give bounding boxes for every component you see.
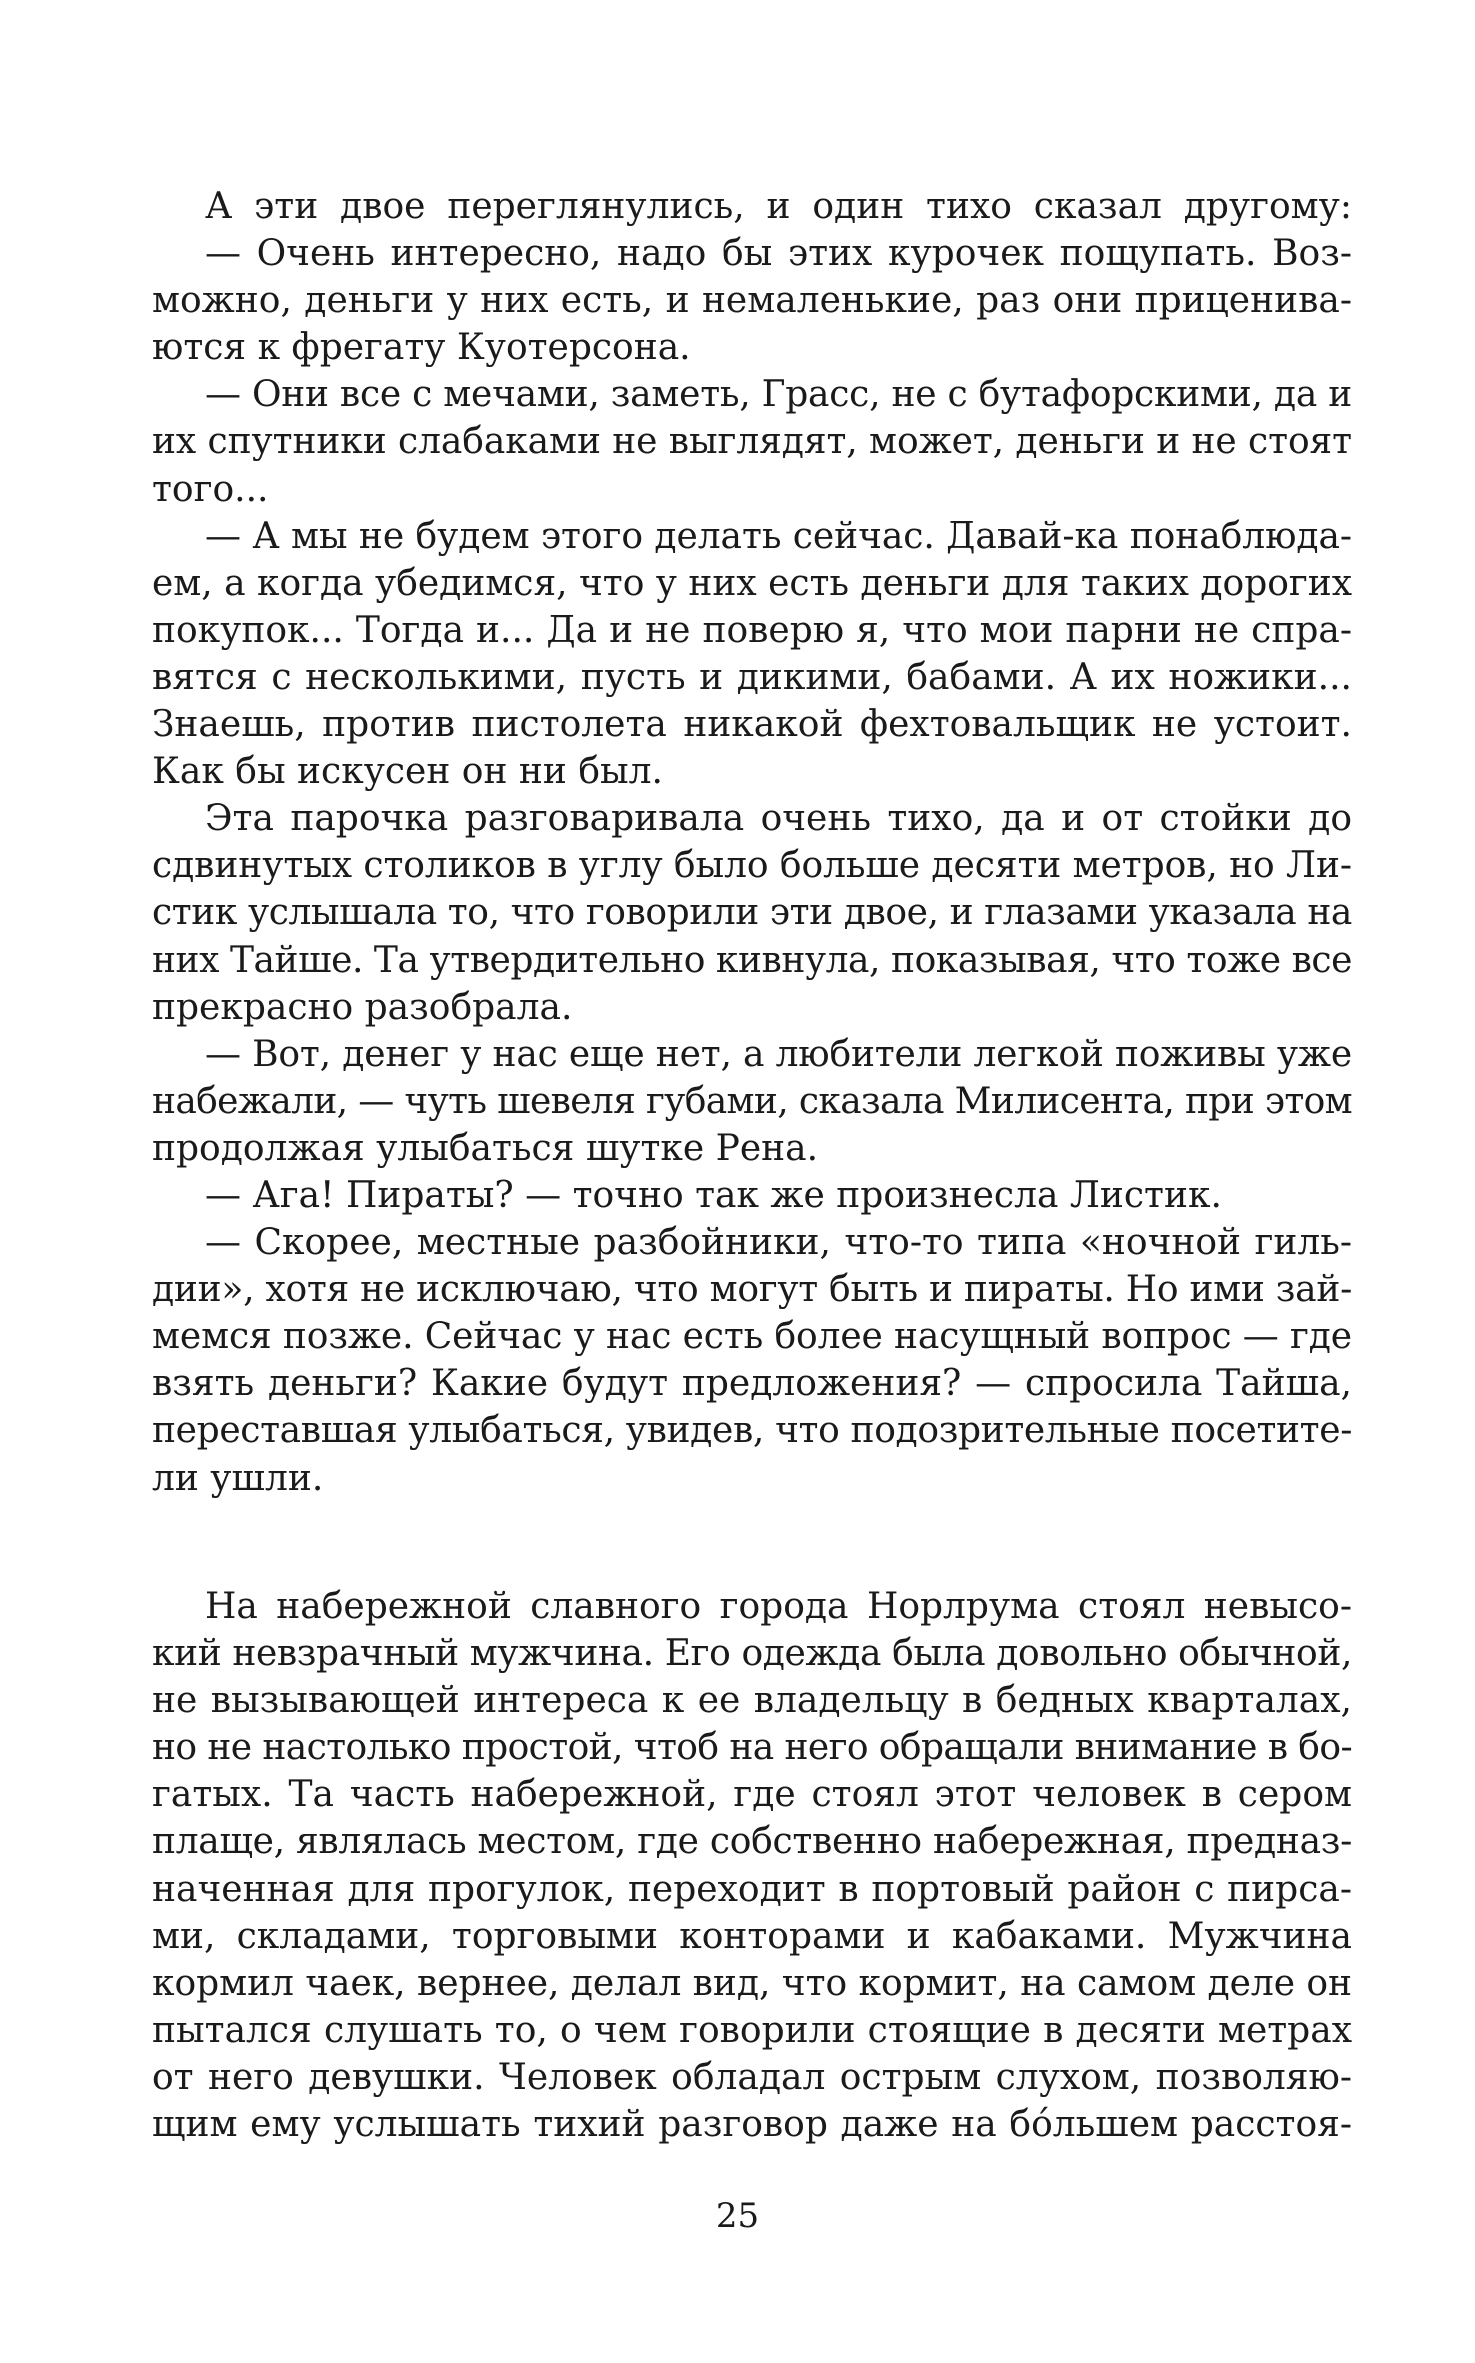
text-line: плаще, являлась местом, где собственно набережная, предназ- — [152, 1821, 1352, 1863]
text-line: сдвинутых столиков в углу было больше десяти метров, но Ли- — [152, 845, 1352, 887]
text-line: набежали, — чуть шевеля губами, сказала Милисента, при этом — [152, 1080, 1352, 1122]
text-line: — Очень интересно, надо бы этих курочек пощупать. Воз- — [205, 233, 1352, 275]
text-line: мемся позже. Сейчас у нас есть более насущный вопрос — где — [152, 1316, 1352, 1358]
text-line: наченная для прогулок, переходит в портовый район с пирса- — [152, 1868, 1352, 1910]
text-line: того... — [152, 468, 269, 510]
text-line: но не настолько простой, чтоб на него обращали внимание в бо- — [152, 1727, 1353, 1769]
text-line: щим ему услышать тихий разговор даже на бóльшем расстоя- — [152, 2104, 1352, 2146]
text-line: — Они все с мечами, заметь, Грасс, не с бутафорскими, да и — [205, 374, 1352, 416]
text-line: Знаешь, против пистолета никакой фехтовальщик не устоит. — [152, 704, 1352, 746]
page-number: 25 — [715, 2196, 760, 2236]
text-line: можно, деньги у них есть, и немаленькие, раз они прицeнива- — [152, 280, 1352, 322]
text-line: ются к фрегату Куотерсона. — [152, 327, 691, 369]
text-line: — Скорее, местные разбойники, что-то типа «ночной гиль- — [205, 1222, 1352, 1264]
text-line: взять деньги? Какие будут предложения? — спросила Тайша, — [152, 1363, 1352, 1405]
text-line: от него девушки. Человек обладал острым слухом, позволяю- — [152, 2056, 1352, 2098]
text-line: дии», хотя не исключаю, что могут быть и пираты. Но ими зай- — [152, 1269, 1352, 1311]
text-line: вятся с несколькими, пусть и дикими, бабами. А их ножики... — [152, 656, 1352, 698]
text-line: продолжая улыбаться шутке Рена. — [152, 1127, 819, 1169]
text-section-1 — [152, 183, 1352, 1502]
text-line: Эта парочка разговаривала очень тихо, да и от стойки до — [205, 798, 1352, 840]
text-line: кормил чаек, вернее, делал вид, что кормит, на самом деле он — [152, 1962, 1352, 2004]
text-line: ми, складами, торговыми конторами и кабаками. Мужчина — [152, 1915, 1352, 1957]
text-line: — Вот, денег у нас еще нет, а любители легкой поживы уже — [205, 1033, 1353, 1075]
text-line: прекрасно разобрала. — [152, 986, 573, 1028]
text-line: ли ушли. — [152, 1457, 324, 1499]
text-line: гатых. Та часть набережной, где стоял этот человек в сером — [152, 1774, 1352, 1816]
text-line: стик услышала то, что говорили эти двое, и глазами указала на — [152, 892, 1352, 934]
text-line: ем, а когда убедимся, что у них есть деньги для таких дорогих — [152, 562, 1353, 604]
text-section-2 — [152, 1583, 1352, 2148]
text-line: переставшая улыбаться, увидев, что подозрительные посетите- — [152, 1410, 1353, 1452]
text-line: А эти двое переглянулись, и один тихо сказал другому: — [205, 186, 1352, 227]
text-line: — А мы не будем этого делать сейчас. Давай-ка понаблюда- — [205, 515, 1352, 557]
text-line: Как бы искусен он ни был. — [152, 751, 663, 793]
text-line: их спутники слабаками не выглядят, может, деньги и не стоят — [152, 421, 1353, 463]
text-line: На набережной славного города Норлрума стоял невысо- — [205, 1586, 1352, 1627]
text-line: пытался слушать то, о чем говорили стоящие в десяти метрах — [152, 2009, 1352, 2051]
text-line: не вызывающей интереса к ее владельцу в бедных кварталах, — [152, 1680, 1352, 1722]
text-line: покупок... Тогда и... Да и не поверю я, что мои парни не спра- — [152, 609, 1352, 651]
text-line: кий невзрачный мужчина. Его одежда была довольно обычной, — [152, 1633, 1352, 1675]
text-line: — Ага! Пираты? — точно так же произнесла Листик. — [205, 1174, 1222, 1216]
text-line: них Тайше. Та утвердительно кивнула, показывая, что тоже все — [152, 939, 1353, 981]
